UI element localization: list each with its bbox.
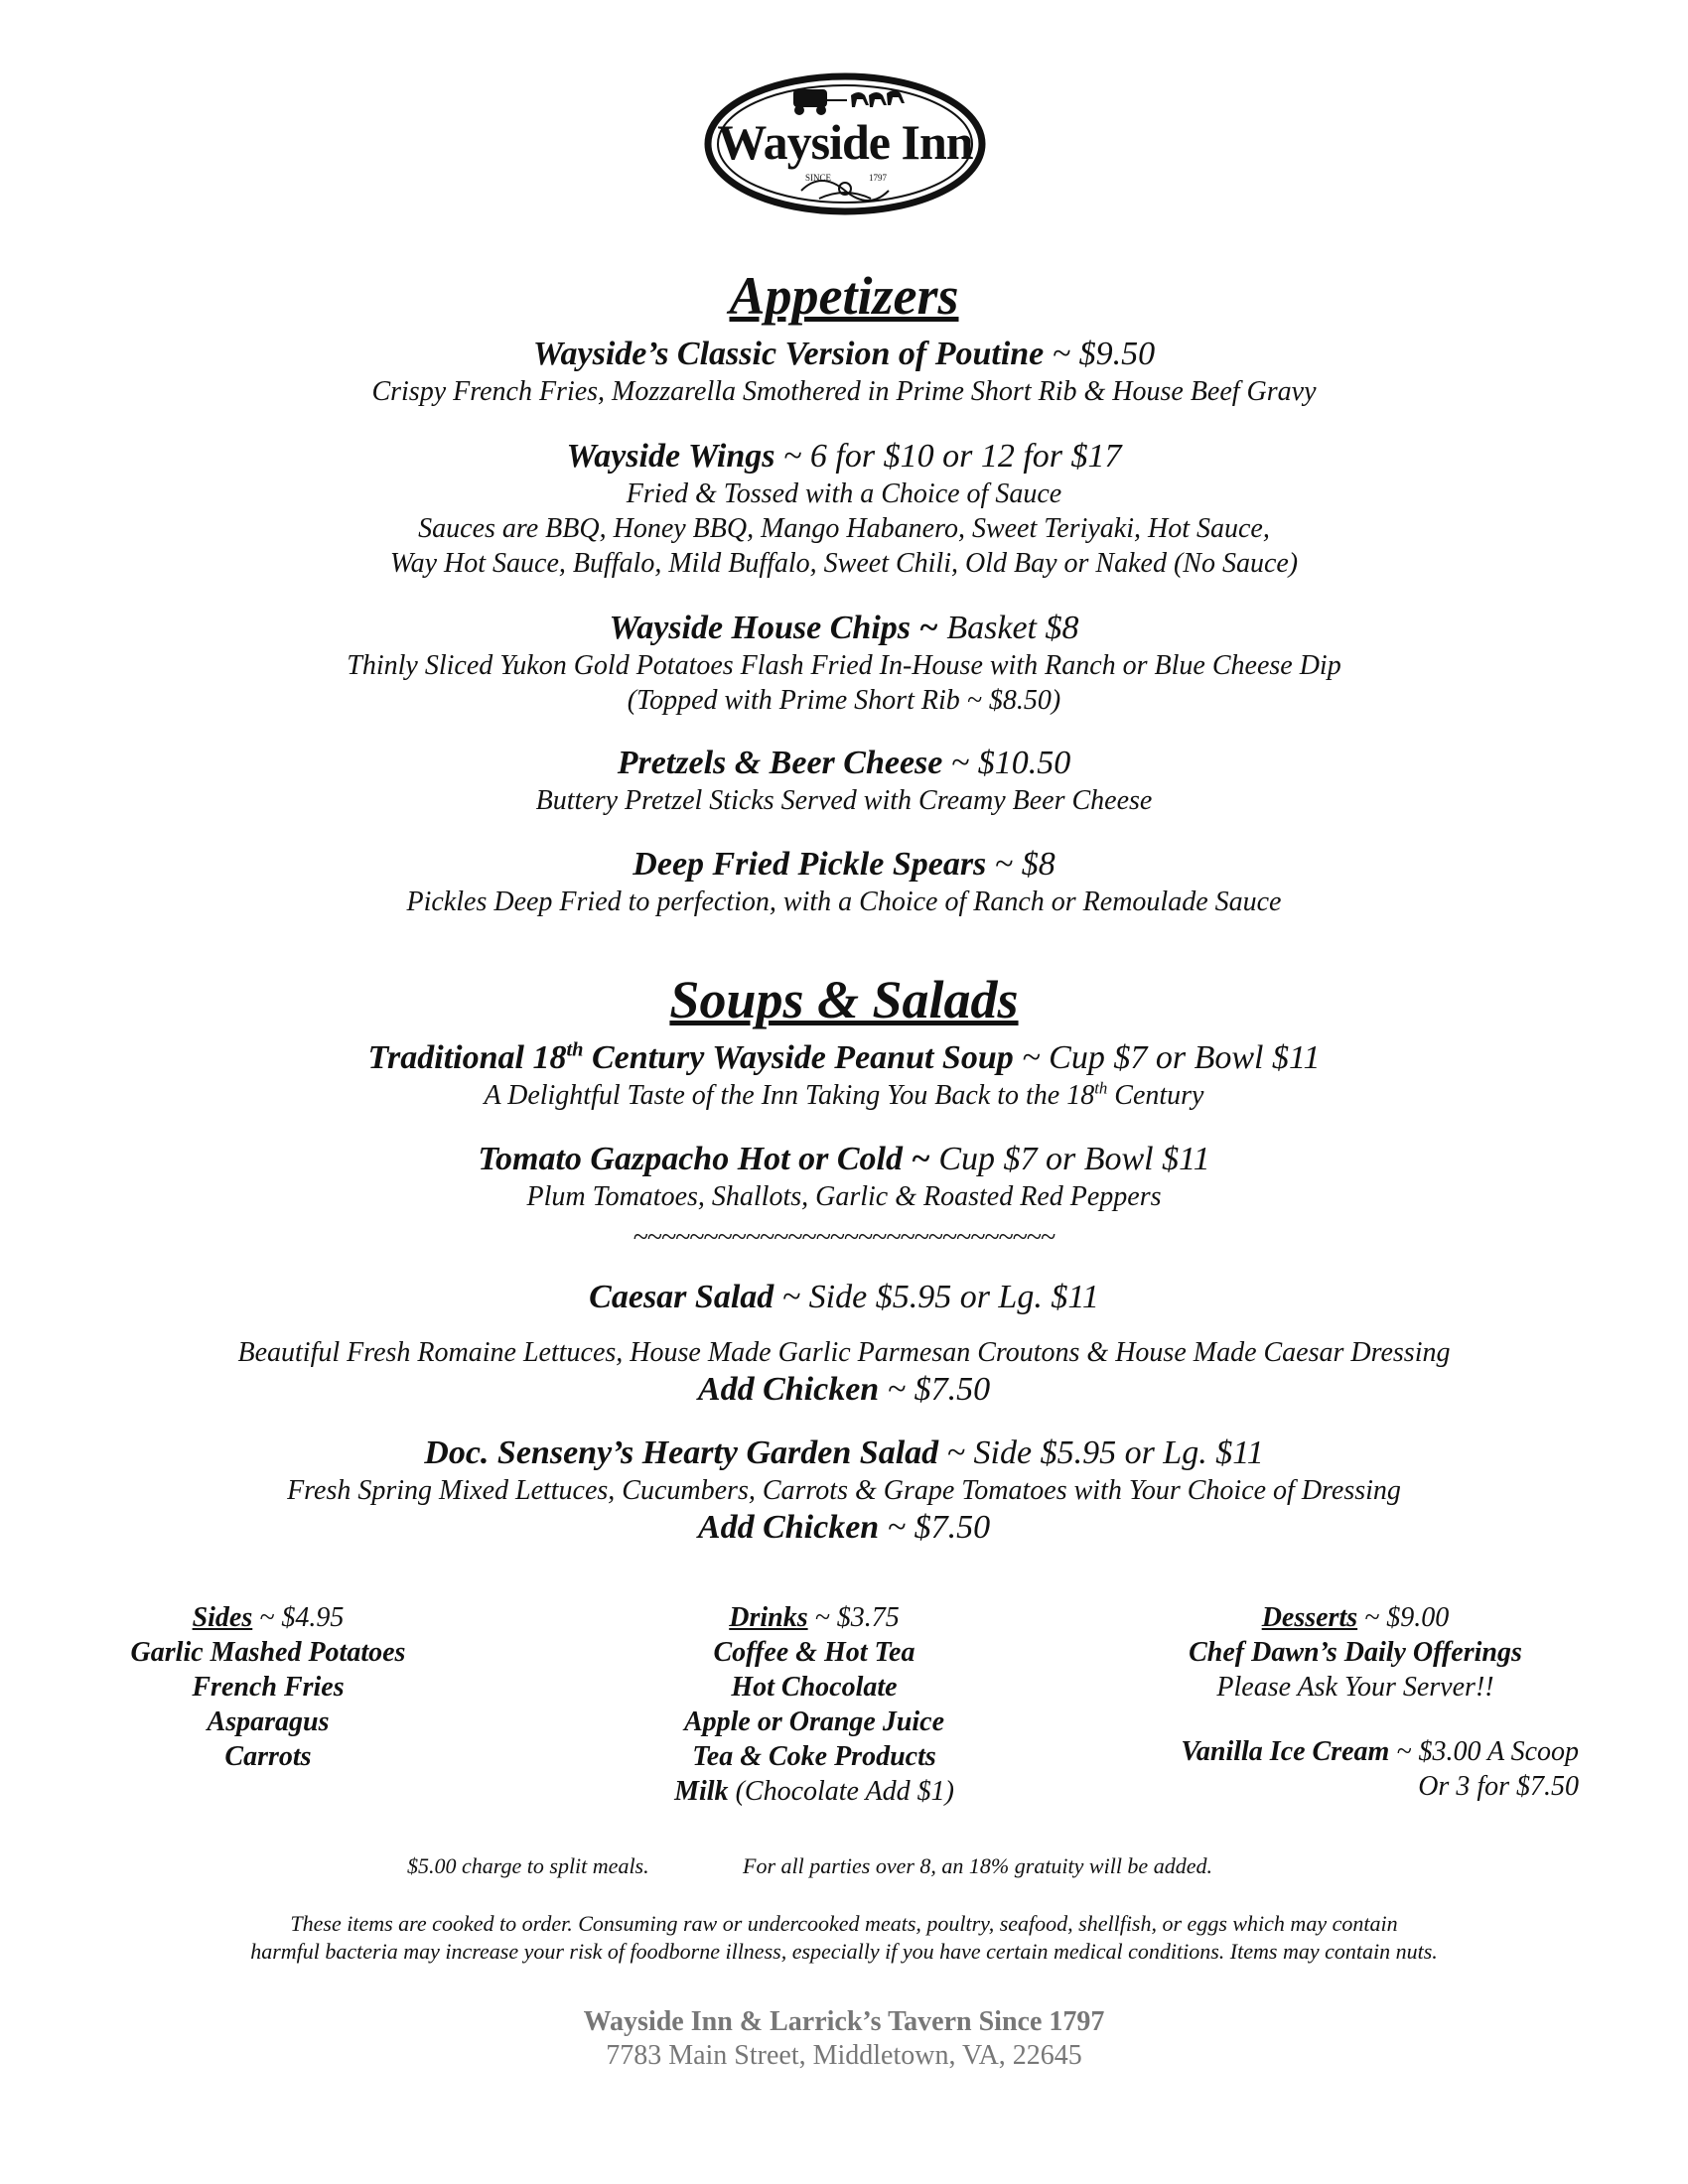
add-chicken-price: ~ $7.50 [879, 1509, 991, 1546]
item-price: ~ $9.50 [1044, 336, 1156, 372]
menu-item-wings [0, 437, 1688, 581]
sides-price: ~ $4.95 [252, 1602, 345, 1633]
footer-address: 7783 Main Street, Middletown, VA, 22645 [606, 2040, 1082, 2071]
ice-cream-more: Or 3 for $7.50 [1418, 1771, 1579, 1802]
logo-since: SINCE [805, 173, 832, 183]
item-name-rest: Century Wayside Peanut Soup [583, 1039, 1014, 1076]
logo-year: 1797 [869, 173, 887, 183]
desserts-price: ~ $9.00 [1357, 1602, 1450, 1633]
item-desc: Crispy French Fries, Mozzarella Smothered in Prime Short Rib & House Beef Gravy [371, 376, 1317, 407]
drink-item: Hot Chocolate [731, 1672, 898, 1703]
menu-item-pretzels [0, 744, 1688, 818]
item-name: Caesar Salad [589, 1279, 774, 1315]
item-price: Cup $7 or Bowl $11 [929, 1141, 1210, 1177]
desserts-heading: Desserts [1261, 1602, 1358, 1633]
item-name: Pretzels & Beer Cheese [617, 745, 943, 781]
dessert-offer: Chef Dawn’s Daily Offerings [1189, 1637, 1522, 1668]
tilde-divider: ~~~~~~~~~~~~~~~~~~~~~~~~~~~~~~ [633, 1222, 1055, 1253]
item-desc-rest: Century [1107, 1080, 1204, 1111]
add-chicken: Add Chicken [697, 1509, 880, 1546]
item-desc: Fried & Tossed with a Choice of Sauce [626, 478, 1062, 509]
drink-item-milk: Milk [674, 1776, 729, 1807]
drink-item: Apple or Orange Juice [683, 1706, 945, 1737]
menu-item-gazpacho [0, 1140, 1688, 1214]
item-price: Basket $8 [937, 610, 1079, 646]
item-name: Doc. Senseny’s Hearty Garden Salad [424, 1434, 939, 1471]
item-name: Wayside House Chips ~ [609, 610, 938, 646]
item-desc: Buttery Pretzel Sticks Served with Creamy Beer Cheese [535, 785, 1153, 816]
dessert-ask: Please Ask Your Server!! [1216, 1672, 1494, 1703]
item-price: ~ $10.50 [942, 745, 1071, 781]
item-price: ~ Side $5.95 or Lg. $11 [938, 1434, 1264, 1471]
item-name: Deep Fried Pickle Spears [633, 846, 987, 883]
sides-column [109, 1600, 427, 1774]
warning-line: harmful bacteria may increase your risk of foodborne illness, especially if you have certain medical conditions. Items may contain nuts. [250, 1939, 1438, 1964]
drink-item: Coffee & Hot Tea [713, 1637, 915, 1668]
food-safety-warning [0, 1910, 1688, 1966]
milk-note: (Chocolate Add $1) [728, 1776, 954, 1807]
footer-name: Wayside Inn & Larrick’s Tavern Since 1797 [583, 2006, 1105, 2037]
warning-line: These items are cooked to order. Consuming raw or undercooked meats, poultry, seafood, shellfish, or eggs which may contain [290, 1911, 1398, 1936]
menu-item-poutine [0, 335, 1688, 409]
drink-item: Tea & Coke Products [692, 1741, 936, 1772]
item-desc: Way Hot Sauce, Buffalo, Mild Buffalo, Sweet Chili, Old Bay or Naked (No Sauce) [389, 548, 1299, 579]
item-price: ~ Side $5.95 or Lg. $11 [774, 1279, 1099, 1315]
desserts-column [1122, 1600, 1589, 1804]
side-item: Carrots [224, 1741, 312, 1772]
menu-item-house-chips [0, 609, 1688, 718]
item-name: Wayside Wings [566, 438, 775, 475]
side-item: Asparagus [207, 1706, 330, 1737]
item-desc: A Delightful Taste of the Inn Taking You Back to the 18 [484, 1080, 1095, 1111]
gratuity-note: For all parties over 8, an 18% gratuity will be added. [743, 1853, 1212, 1878]
appetizers-title: Appetizers [729, 266, 959, 326]
drinks-price: ~ $3.75 [807, 1602, 900, 1633]
item-name-sup: th [566, 1038, 584, 1061]
item-price: ~ 6 for $10 or 12 for $17 [774, 438, 1122, 475]
logo-wordmark: Wayside Inn [717, 114, 973, 170]
item-name: Wayside’s Classic Version of Poutine [532, 336, 1045, 372]
add-chicken-price: ~ $7.50 [879, 1371, 991, 1408]
item-desc: Beautiful Fresh Romaine Lettuces, House Made Garlic Parmesan Croutons & House Made Caesar Dressing [237, 1337, 1451, 1368]
menu-item-garden-salad [0, 1433, 1688, 1548]
item-desc: Fresh Spring Mixed Lettuces, Cucumbers, Carrots & Grape Tomatoes with Your Choice of Dressing [287, 1475, 1401, 1506]
sides-heading: Sides [192, 1602, 253, 1633]
item-desc-sup: th [1094, 1078, 1108, 1098]
menu-item-caesar-salad [0, 1278, 1688, 1410]
item-desc: Thinly Sliced Yukon Gold Potatoes Flash Fried In-House with Ranch or Blue Cheese Dip [347, 650, 1341, 681]
item-name: Traditional 18 [367, 1039, 567, 1076]
item-price: ~ Cup $7 or Bowl $11 [1013, 1039, 1321, 1076]
footer [0, 2005, 1688, 2073]
side-item: Garlic Mashed Potatoes [130, 1637, 406, 1668]
item-name: Tomato Gazpacho Hot or Cold ~ [478, 1141, 930, 1177]
wayside-inn-logo [702, 69, 988, 218]
menu-item-peanut-soup [0, 1038, 1688, 1113]
split-charge-note: $5.00 charge to split meals. [407, 1853, 649, 1878]
add-chicken: Add Chicken [697, 1371, 880, 1408]
item-desc: (Topped with Prime Short Rib ~ $8.50) [627, 685, 1061, 716]
item-desc: Plum Tomatoes, Shallots, Garlic & Roasted Red Peppers [526, 1181, 1162, 1212]
item-desc: Pickles Deep Fried to perfection, with a Choice of Ranch or Remoulade Sauce [406, 887, 1282, 917]
ice-cream-item: Vanilla Ice Cream [1181, 1736, 1390, 1767]
item-desc: Sauces are BBQ, Honey BBQ, Mango Habanero, Sweet Teriyaki, Hot Sauce, [418, 513, 1270, 544]
soups-salads-title: Soups & Salads [669, 970, 1019, 1029]
drinks-column [635, 1600, 993, 1809]
ice-cream-price: ~ $3.00 A Scoop [1389, 1736, 1579, 1767]
drinks-heading: Drinks [729, 1602, 808, 1633]
side-item: French Fries [192, 1672, 345, 1703]
menu-item-pickle-spears [0, 845, 1688, 919]
item-price: ~ $8 [986, 846, 1055, 883]
